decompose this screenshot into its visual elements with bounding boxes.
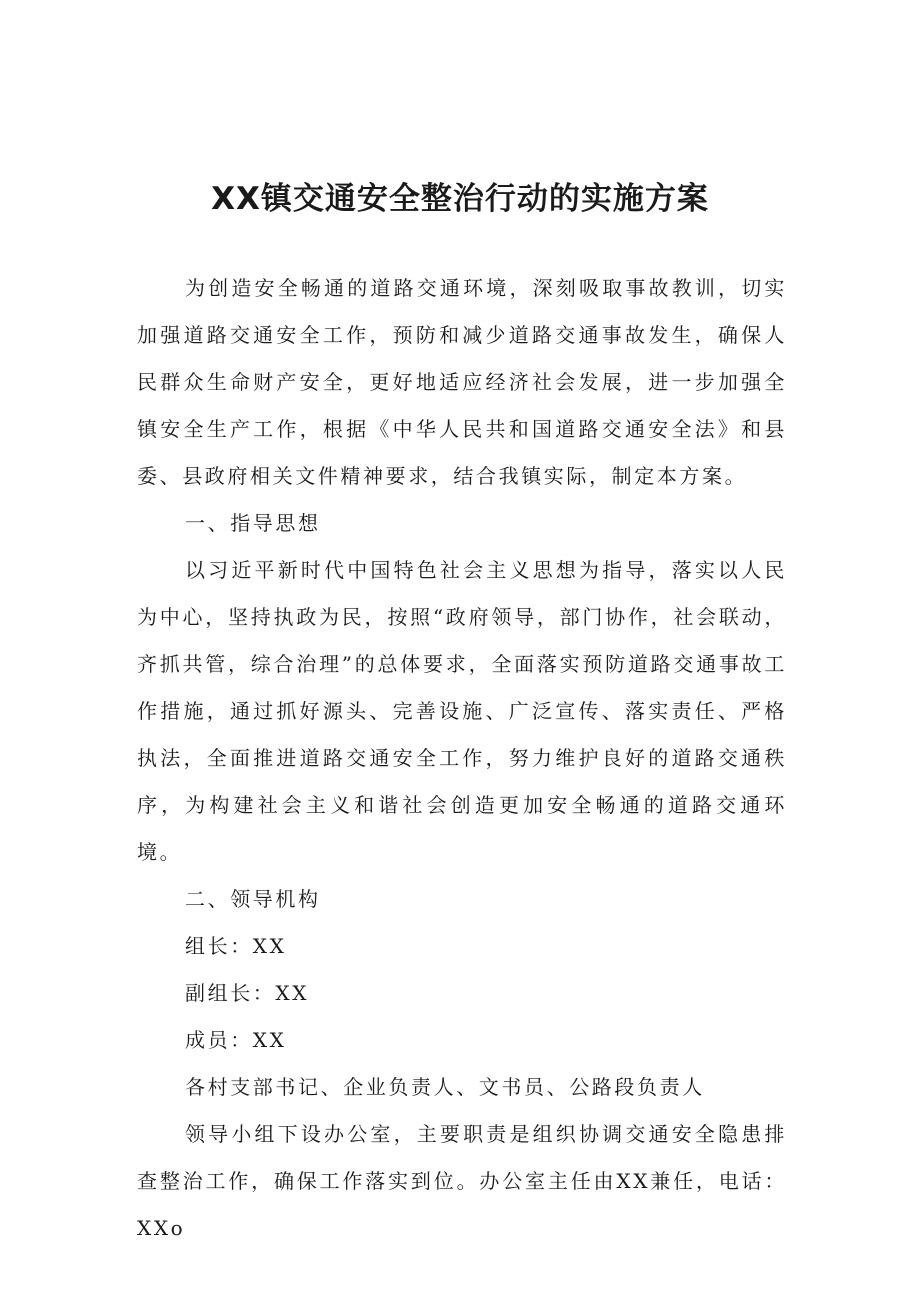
document-body: [137, 265, 787, 1252]
members-list-line: 各村支部书记、企业负责人、文书员、公路段负责人: [185, 1075, 705, 1099]
office-paragraph: 领导小组下设办公室，主要职责是组织协调交通安全隐患排查整治工作，确保工作落实到位。办公室主任由XX兼任，电话：XXo: [137, 1122, 787, 1240]
section-heading-leadership: 二、领导机构: [185, 887, 321, 911]
deputy-leader-line: 副组长：XX: [185, 981, 310, 1005]
section-heading-guiding-ideology: 一、指导思想: [185, 511, 321, 535]
leader-line: 组长：XX: [185, 934, 287, 958]
document-title: XX镇交通安全整治行动的实施方案: [211, 181, 709, 217]
guiding-ideology-paragraph: 以习近平新时代中国特色社会主义思想为指导，落实以人民为中心，坚持执政为民，按照“政府领导，部门协作，社会联动，齐抓共管，综合治理”的总体要求，全面落实预防道路交通事故工作措施，通过抓好源头、完善设施、广泛宣传、落实责任、严格执法，全面推进道路交通安全工作，努力维护良好的道路交通秩序，为构建社会主义和谐社会创造更加安全畅通的道路交通环境。: [137, 558, 787, 864]
members-line: 成员：XX: [185, 1028, 287, 1052]
intro-paragraph: 为创造安全畅通的道路交通环境，深刻吸取事故教训，切实加强道路交通安全工作，预防和减少道路交通事故发生，确保人民群众生命财产安全，更好地适应经济社会发展，进一步加强全镇安全生产工作，根据《中华人民共和国道路交通安全法》和县委、县政府相关文件精神要求，结合我镇实际，制定本方案。: [137, 276, 787, 488]
